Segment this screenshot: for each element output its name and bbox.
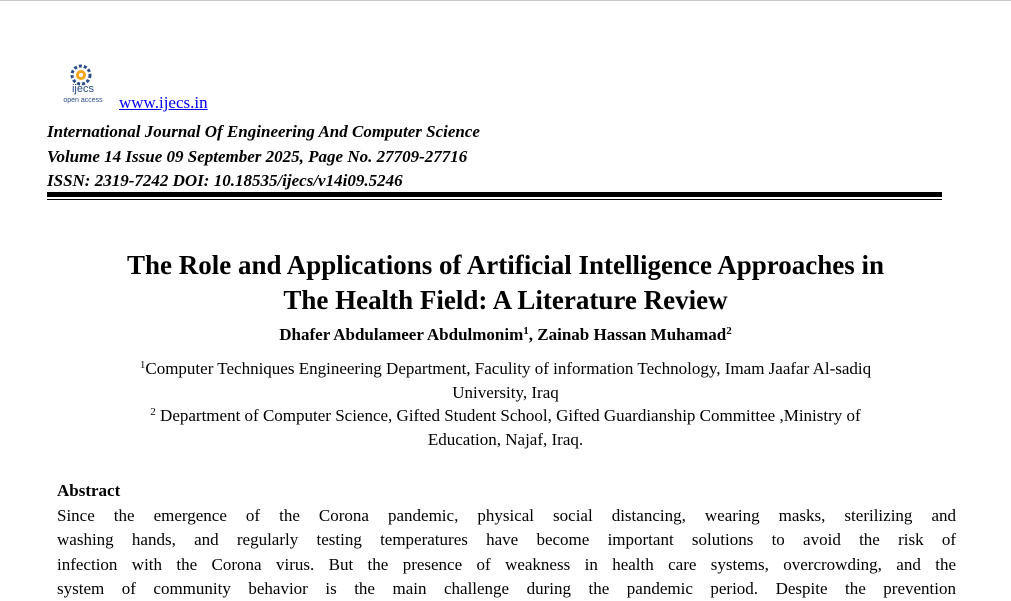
author-affiliation-mark: 2: [726, 325, 732, 337]
affiliation-line: Department of Computer Science, Gifted Student School, Gifted Guardianship Committee ,Ministry of: [155, 406, 861, 425]
abstract-line: washing hands, and regularly testing temperatures have become important solutions to avoid the risk of: [57, 530, 956, 550]
author-name: Zainab Hassan Muhamad: [537, 325, 727, 344]
author-affiliation-mark: 1: [523, 325, 529, 337]
affiliation-mark: 1: [139, 359, 146, 371]
paper-title-line: The Health Field: A Literature Review: [283, 285, 728, 315]
affiliation-line: Education, Najaf, Iraq.: [427, 429, 584, 449]
abstract-line: system of community behavior is the main challenge during the pandemic period. Despite the prevention: [57, 578, 956, 598]
journal-website-link[interactable]: www.ijecs.in: [119, 93, 208, 112]
abstract-heading: Abstract: [57, 481, 121, 500]
logo-text: ijecs: [71, 83, 94, 95]
affiliation-line: University, Iraq: [452, 382, 559, 402]
author-separator: ,: [528, 325, 538, 344]
affiliation: [60, 404, 951, 451]
journal-volume: Volume 14 Issue 09 September 2025, Page No. 27709-27716: [47, 146, 468, 166]
affiliation-mark: 2: [150, 406, 156, 418]
affiliation-line: Computer Techniques Engineering Department, Faculity of information Technology, Imam Jaafar Al-sadiq: [145, 359, 872, 378]
journal-issn-doi: ISSN: 2319-7242 DOI: 10.18535/ijecs/v14i09.5246: [47, 171, 403, 190]
affiliation: [60, 357, 951, 404]
author-name: Dhafer Abdulameer Abdulmonim: [279, 325, 524, 344]
author-list: [40, 324, 971, 346]
page-top-border: [0, 0, 1011, 1]
journal-logo[interactable]: [54, 63, 112, 107]
journal-info: [47, 120, 480, 194]
logo-subtext: open access: [63, 97, 103, 104]
paper-title-line: The Role and Applications of Artificial Intelligence Approaches in: [126, 250, 885, 280]
header-rule-thick: [47, 192, 942, 197]
header-rule-thin: [47, 199, 942, 200]
abstract-line: infection with the Corona virus. But the presence of weakness in health care systems, overcrowding, and the: [57, 554, 956, 574]
abstract-body: [57, 504, 956, 601]
paper-title: [40, 248, 971, 318]
abstract-line: Since the emergence of the Corona pandemic, physical social distancing, wearing masks, sterilizing and: [57, 506, 956, 525]
journal-name: International Journal Of Engineering And Computer Science: [47, 122, 480, 141]
